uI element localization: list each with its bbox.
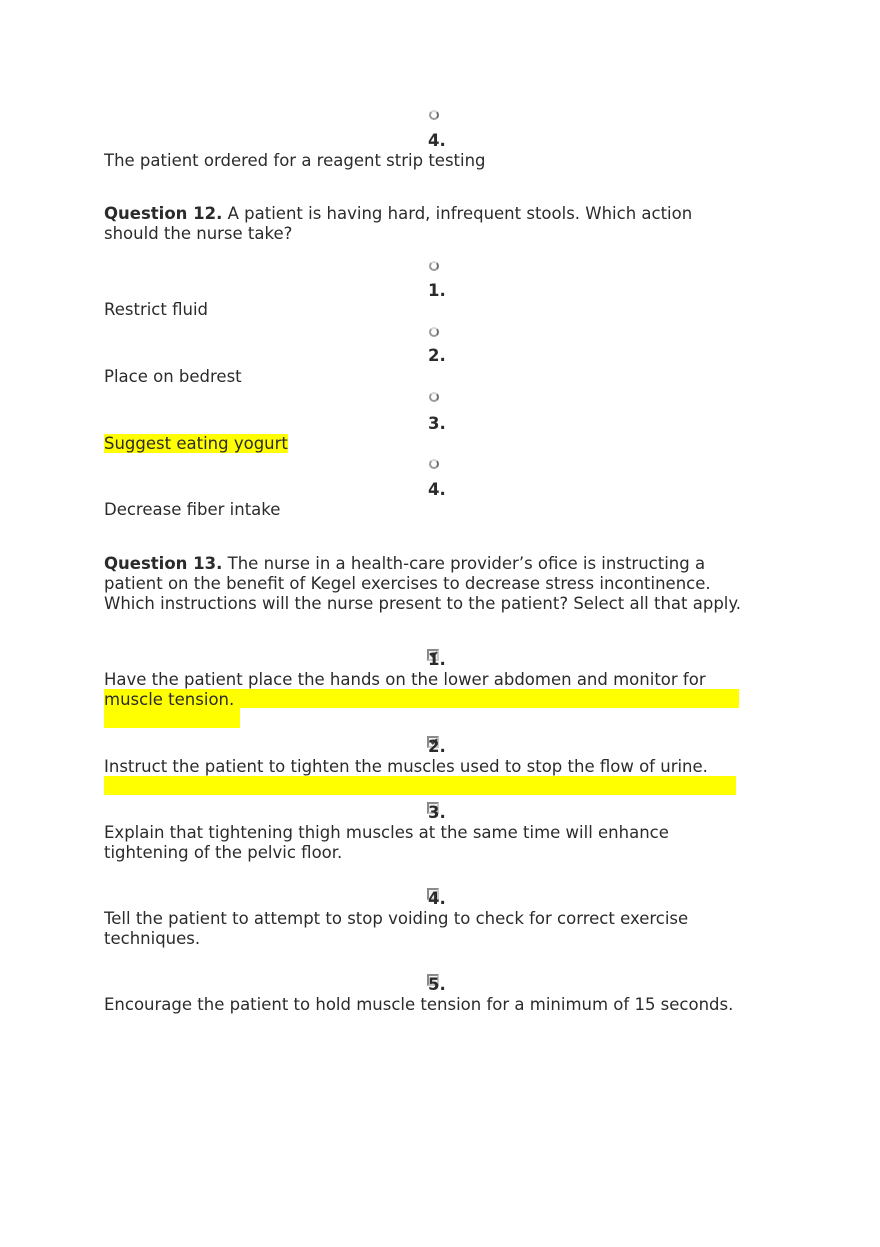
option-text (104, 823, 669, 863)
radio-icon[interactable] (429, 110, 439, 120)
radio-icon[interactable] (429, 459, 439, 469)
option-text-line1: Tell the patient to attempt to stop voiding to check for correct exercise (104, 909, 689, 928)
option-text (104, 670, 706, 710)
radio-icon[interactable] (429, 327, 439, 337)
question-13-label: Question 13. (104, 554, 223, 573)
question-12-label: Question 12. (104, 204, 223, 223)
option-text: Place on bedrest (104, 367, 242, 386)
option-number: 3. (428, 803, 446, 822)
option-text: Restrict fluid (104, 300, 209, 319)
option-text (104, 909, 688, 949)
radio-icon[interactable] (429, 261, 439, 271)
option-text-line1: Explain that tightening thigh muscles at the same time will enhance (104, 823, 669, 842)
radio-icon[interactable] (429, 392, 439, 402)
option-number: 2. (428, 346, 446, 365)
option-number: 4. (428, 131, 446, 150)
question-13-stem-line1: The nurse in a health-care provider’s oﬁce is instructing a (222, 554, 706, 573)
option-text-line1: Have the patient place the hands on the lower abdomen and monitor for (104, 670, 706, 689)
option-number: 1. (428, 650, 446, 669)
question-12-text (104, 204, 794, 244)
question-13-stem-line3: Which instructions will the nurse present to the patient? Select all that apply. (104, 594, 742, 613)
highlight-block (104, 708, 240, 728)
option-text: Encourage the patient to hold muscle tension for a minimum of 15 seconds. (104, 995, 734, 1014)
question-12-stem-line1: A patient is having hard, infrequent stools. Which action (222, 204, 693, 223)
question-13-stem-line2: patient on the benefit of Kegel exercises to decrease stress incontinence. (104, 574, 711, 593)
question-12-stem-line2: should the nurse take? (104, 224, 293, 243)
option-text-line2: muscle tension. (104, 690, 235, 709)
highlight-block (104, 776, 736, 795)
option-number: 3. (428, 414, 446, 433)
option-text: Decrease fiber intake (104, 500, 281, 519)
option-text-highlighted (104, 434, 288, 454)
option-text-line2: tightening of the pelvic floor. (104, 843, 343, 862)
option-text-line2: techniques. (104, 929, 201, 948)
option-number: 5. (428, 975, 446, 994)
question-13-text (104, 554, 794, 614)
option-text: Instruct the patient to tighten the muscles used to stop the flow of urine. (104, 757, 708, 776)
option-number: 4. (428, 889, 446, 908)
option-number: 4. (428, 480, 446, 499)
option-text: The patient ordered for a reagent strip testing (104, 151, 486, 170)
option-number: 2. (428, 737, 446, 756)
highlighted-answer: Suggest eating yogurt (104, 434, 288, 453)
option-number: 1. (428, 281, 446, 300)
